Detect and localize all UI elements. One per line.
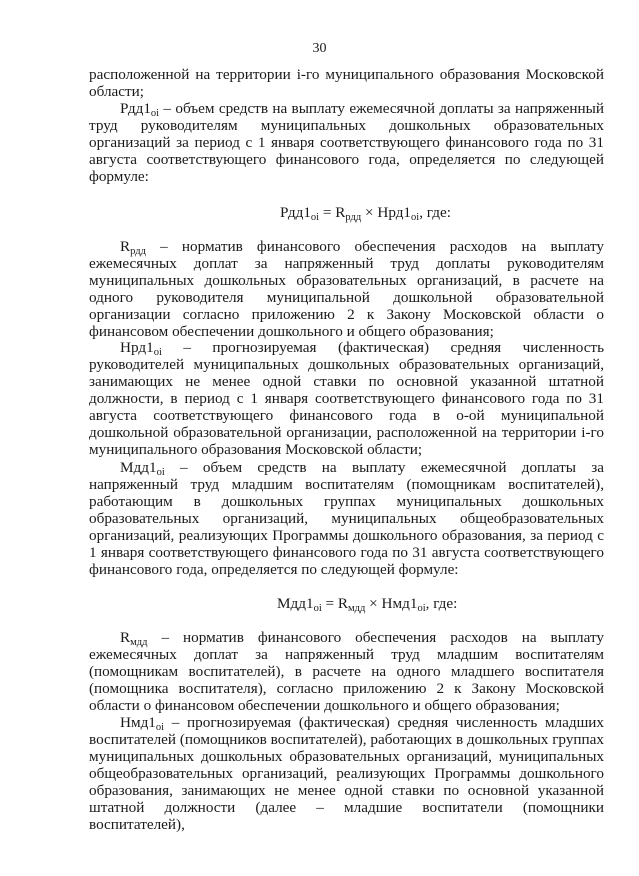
paragraph-mdd-text: – объем средств на выплату ежемесячной доплаты за напряженный труд младшим воспитателям (помощникам воспитателей), работающим в дошкольных группах муниципальных дошкольных образовательных организаций, муниципальных общеобразовательных организаций, реализующих Программы дошкольного образования, за период с 1 января соответствующего финансового года по 31 августа соответствующего финансового года, определяется по следующей формуле: [89,459,604,578]
paragraph-rdd-definition [89,100,604,185]
symbol-rdd-subscript: oi [150,108,160,119]
paragraph-r-mdd-definition [89,629,604,714]
formula-mdd: $Мдд1_{oi} = R_{мдд} \times Нмд1_{oi}$, где: [277,595,458,614]
symbol-nmd: Нмд1 [120,714,156,731]
paragraph-r-mdd-text: – норматив финансового обеспечения расходов на выплату ежемесячных доплат за напряженный труд младшим воспитателям (помощникам воспитателей), в расчете на одного младшего воспитателя (помощника воспитателя), согласно приложению 2 к Закону Московской области о финансовом обеспечении дошкольного и общего образования; [89,629,604,714]
paragraph-r-rdd-definition [89,238,604,340]
paragraph-r-rdd-text: – норматив финансового обеспечения расходов на выплату ежемесячных доплат за напряженный труд доплаты руководителям муниципальных дошкольных образовательных организаций, в расчете на одного руководителя муниципальной дошкольной образовательной организации согласно приложению 2 к Закону Московской области о финансовом обеспечении дошкольного и общего образования; [89,238,604,340]
symbol-nrd: Нрд1 [120,339,154,356]
symbol-nmd-subscript: oi [155,722,165,733]
paragraph-nmd-text: – прогнозируемая (фактическая) средняя численность младших воспитателей (помощников воспитателей), работающих в дошкольных группах муниципальных дошкольных образовательных организаций, муниципальных общеобразовательных организаций, реализующих Программы дошкольного образования, занимающих не менее одной ставки по основной указанной штатной должности (далее – младшие воспитатели (помощники воспитателей), [89,714,604,833]
page-number: 30 [312,41,327,56]
paragraph-nmd-definition [89,714,604,833]
symbol-nrd-subscript: oi [153,347,162,358]
symbol-r-mdd-subscript: мдд [130,637,148,648]
paragraph-rdd-text: – объем средств на выплату ежемесячной доплаты за напряженный труд руководителям муниципальных дошкольных образовательных организаций за период с 1 января соответствующего финансового года по 31 августа соответствующего финансового года, определяется по следующей формуле: [89,100,604,185]
paragraph-nrd-definition [89,339,604,458]
symbol-rdd: Рдд1 [120,100,151,117]
symbol-mdd-subscript: oi [156,467,165,478]
paragraph-nrd-text: – прогнозируемая (фактическая) средняя численность руководителей муниципальных дошкольных образовательных организаций, занимающих не менее одной ставки по основной указанной штатной должности, в период с 1 января соответствующего финансового года по 31 августа соответствующего финансового года в o-ой муниципальной дошкольной образовательной организации, расположенной на территории i-го муниципального образования Московской области; [89,339,604,458]
symbol-r-rdd: R [120,238,131,255]
paragraph-continuation: расположенной на территории i-го муниципального образования Московской области; [89,66,604,100]
symbol-r-mdd: R [120,629,131,646]
formula-rdd: $Рдд1_{oi} = R_{рдд} \times Нрд1_{oi}$, где: [280,204,451,223]
symbol-mdd: Мдд1 [120,459,157,476]
paragraph-mdd-definition [89,459,604,578]
symbol-r-rdd-subscript: рдд [130,246,146,257]
